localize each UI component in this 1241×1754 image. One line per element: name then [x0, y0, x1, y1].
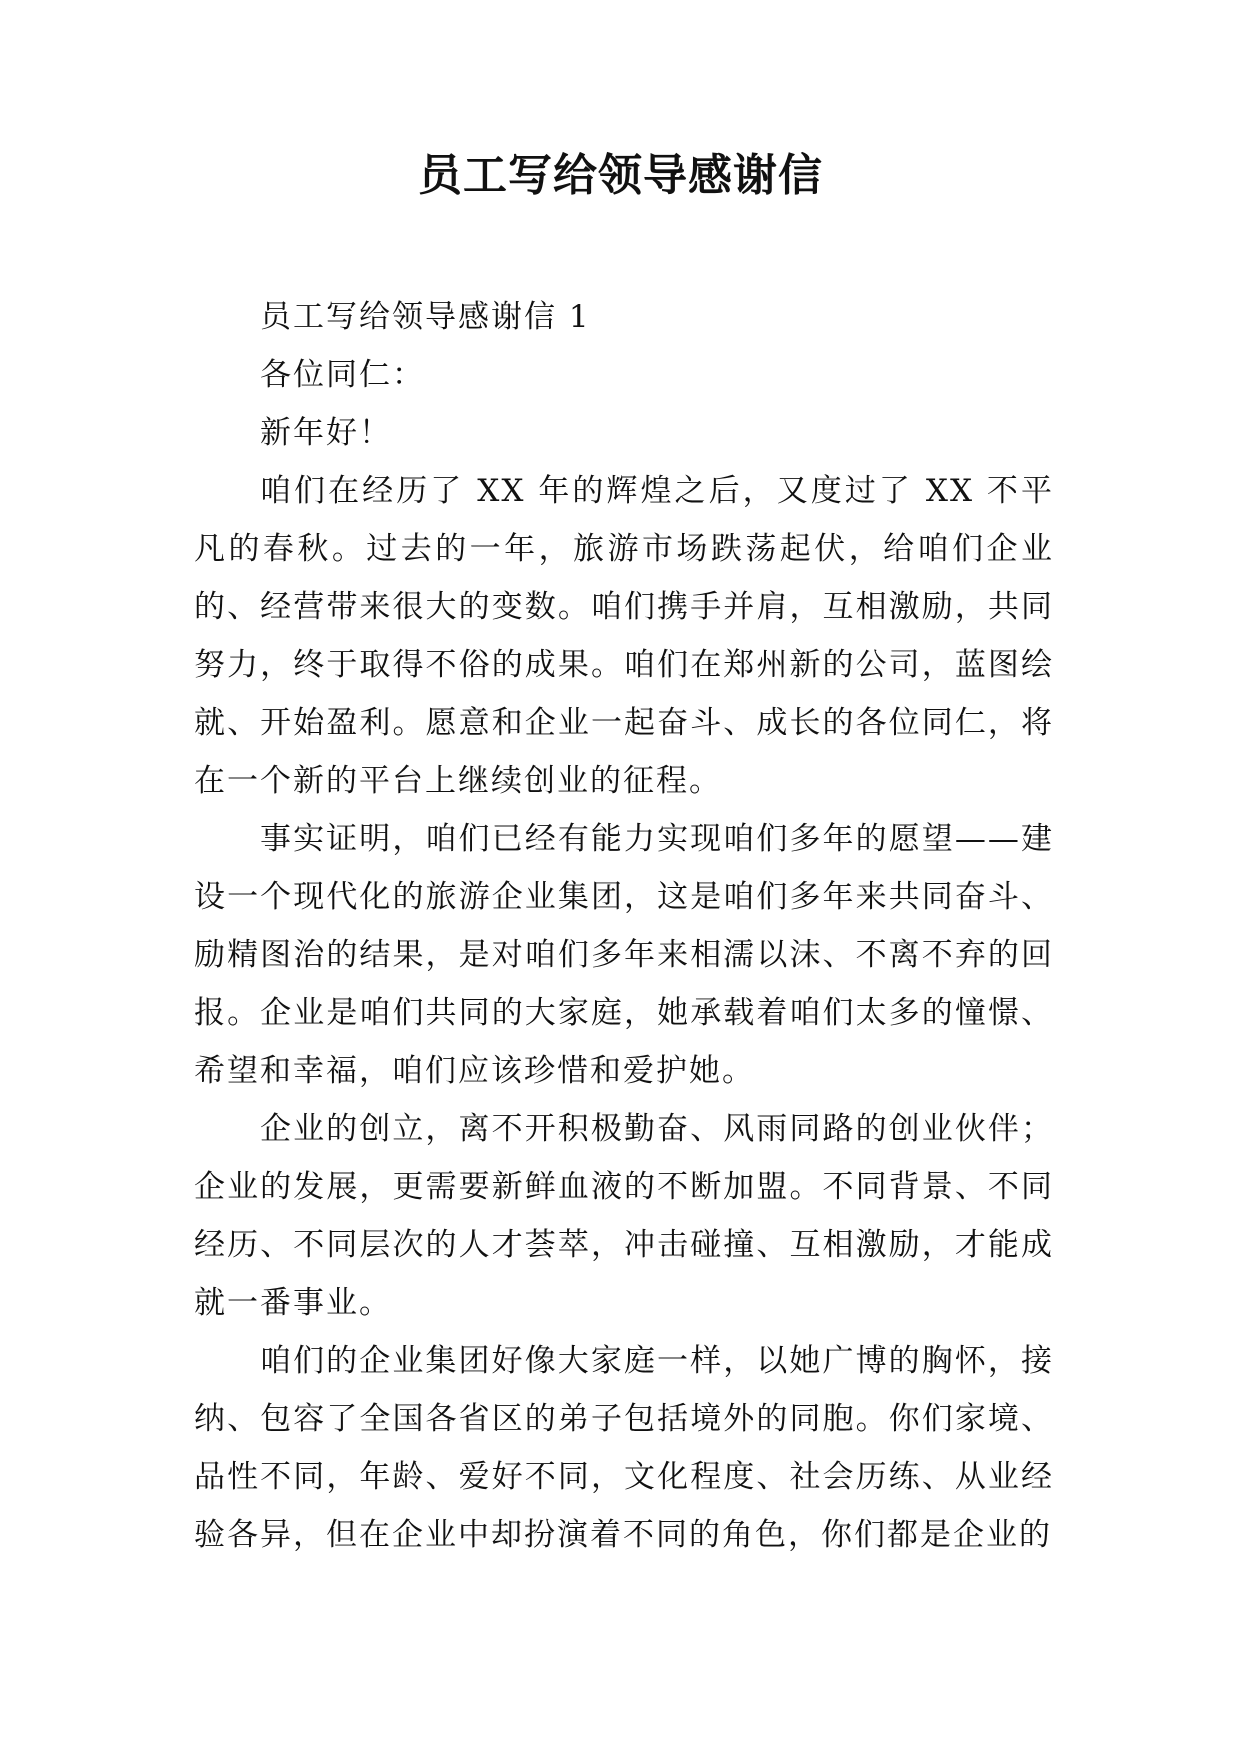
paragraph: 咱们的企业集团好像大家庭一样，以她广博的胸怀，接纳、包容了全国各省区的弟子包括境外的同胞。你们家境、品性不同，年龄、爱好不同，文化程度、社会历练、从业经验各异，但在企业中却扮演着不同的角色，你们都是企业的 — [194, 1343, 1054, 1553]
paragraph: 事实证明，咱们已经有能力实现咱们多年的愿望——建设一个现代化的旅游企业集团，这是咱们多年来共同奋斗、励精图治的结果，是对咱们多年来相濡以沫、不离不弃的回报。企业是咱们共同的大家庭，她承载着咱们太多的憧憬、希望和幸福，咱们应该珍惜和爱护她。 — [194, 821, 1054, 1089]
salutation: 各位同仁： — [260, 357, 425, 393]
paragraph: 咱们在经历了 XX 年的辉煌之后，又度过了 XX 不平凡的春秋。过去的一年，旅游市场跌荡起伏，给咱们企业的、经营带来很大的变数。咱们携手并肩，互相激励，共同努力，终于取得不俗的成果。咱们在郑州新的公司，蓝图绘就、开始盈利。愿意和企业一起奋斗、成长的各位同仁，将在一个新的平台上继续创业的征程。 — [194, 473, 1054, 799]
letter-body — [194, 288, 1054, 1564]
greeting: 新年好！ — [260, 415, 392, 451]
paragraph: 企业的创立，离不开积极勤奋、风雨同路的创业伙伴；企业的发展，更需要新鲜血液的不断加盟。不同背景、不同经历、不同层次的人才荟萃，冲击碰撞、互相激励，才能成就一番事业。 — [194, 1111, 1054, 1321]
section-heading: 员工写给领导感谢信 1 — [260, 299, 591, 335]
page-title: 员工写给领导感谢信 — [418, 150, 823, 201]
